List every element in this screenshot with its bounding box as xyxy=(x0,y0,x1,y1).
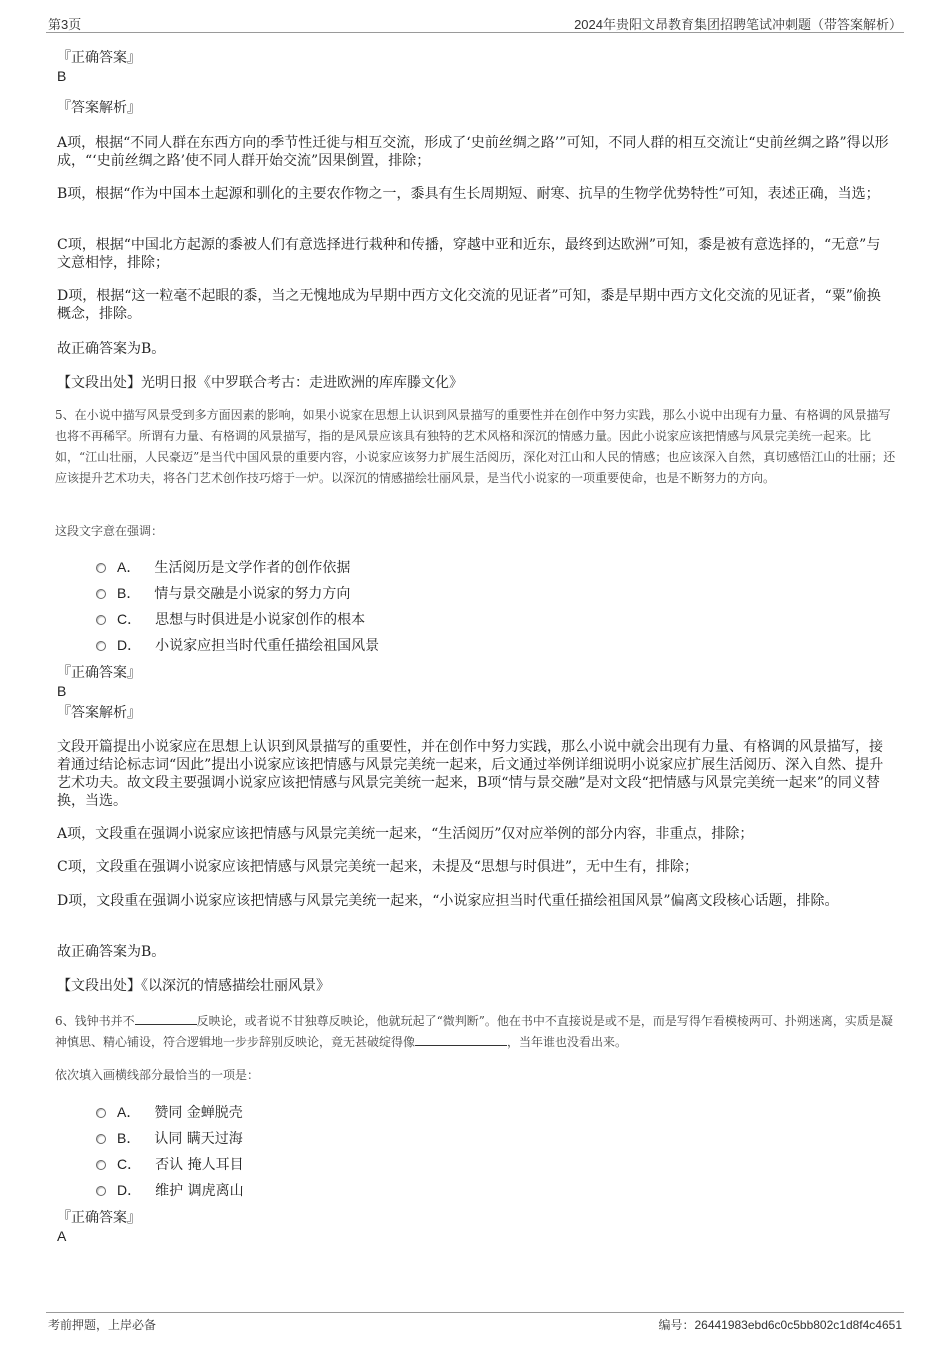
radio-icon[interactable] xyxy=(96,1186,106,1196)
q5-analysis-main: 文段开篇提出小说家应在思想上认识到风景描写的重要性，并在创作中努力实践，那么小说中就会出现有力量、有格调的风景描写，接着通过结论标志词“因此”提出小说家应该把情感与风景完美统一起来，后文通过举例详细说明小说家应扩展生活阅历、深入自然、提升艺术功夫。故文段主要强调小说家应该把情感与风景完美统一起来，B项“情与景交融”是对文段“把情感与风景完美统一起来”的同义替换，当选。 xyxy=(57,739,884,809)
radio-icon[interactable] xyxy=(96,641,106,651)
q5-passage xyxy=(55,405,897,489)
q4-analysis-label: 『答案解析』 xyxy=(57,100,141,116)
q4-analysis-d: D项，根据“这一粒毫不起眼的黍，当之无愧地成为早期中西方文化交流的见证者”可知，黍是早期中西方文化交流的见证者，“粟”偷换概念，排除。 xyxy=(57,288,881,322)
source-text: 《以深沉的情感描绘壮丽风景》 xyxy=(141,978,330,994)
source-label: 【文段出处】 xyxy=(57,978,141,994)
radio-icon[interactable] xyxy=(96,1134,106,1144)
page-header xyxy=(46,12,904,33)
q5-option-d[interactable]: D． 小说家应担当时代重任描绘祖国风景 xyxy=(96,636,379,655)
page-footer xyxy=(46,1312,904,1333)
q4-source xyxy=(57,374,893,392)
radio-icon[interactable] xyxy=(96,589,106,599)
source-text: 光明日报《中罗联合考古：走进欧洲的库库滕文化》 xyxy=(141,375,463,391)
q5-analysis-c: C项，文段重在强调小说家应该把情感与风景完美统一起来，未提及“思想与时俱进”，无中生有，排除； xyxy=(57,859,699,875)
radio-icon[interactable] xyxy=(96,1108,106,1118)
document-title: 2024年贵阳文昂教育集团招聘笔试冲刺题（带答案解析） xyxy=(574,17,902,32)
passage-text: 在小说中描写风景受到多方面因素的影响，如果小说家在思想上认识到风景描写的重要性并在创作中努力实践，那么小说中出现有力量、有格调的风景描写也将不再稀罕。所谓有力量、有格调的风景描写，指的是风景应该具有独特的艺术风格和深沉的情感力量。因此小说家应该把情感与风景完美统一起来。比如，“江山壮丽，人民豪迈”是当代中国风景的重要内容，小说家应该努力扩展生活阅历，深化对江山和人民的情感；也应该深入自然，真切感悟江山的壮丽；还应该提升艺术功夫，将各门艺术创作技巧熔于一炉。以深沉的情感描绘壮丽风景，是当代小说家的一项重要使命，也是不断努力的方向。 xyxy=(55,408,896,485)
q5-option-c[interactable]: C． 思想与时俱进是小说家创作的根本 xyxy=(96,610,365,629)
q5-option-a[interactable]: A． 生活阅历是文学作者的创作依据 xyxy=(96,558,350,577)
q5-analysis-label: 『答案解析』 xyxy=(57,705,141,721)
source-label: 【文段出处】 xyxy=(57,375,141,391)
q6-prompt: 依次填入画横线部分最恰当的一项是： xyxy=(55,1068,260,1082)
q4-analysis-a: A项，根据“不同人群在东西方向的季节性迁徙与相互交流，形成了‘史前丝绸之路’”可知，不同人群的相互交流让“史前丝绸之路”得以形成，“‘史前丝绸之路’使不同人群开始交流”因果倒置，排除； xyxy=(57,135,889,169)
radio-icon[interactable] xyxy=(96,615,106,625)
page-number: 第3页 xyxy=(48,17,82,32)
q6-answer-label: 『正确答案』 xyxy=(57,1210,141,1226)
q5-analysis-a: A项，文段重在强调小说家应该把情感与风景完美统一起来，“生活阅历”仅对应举例的部分内容，非重点，排除； xyxy=(57,826,754,842)
radio-icon[interactable] xyxy=(96,563,106,573)
q5-prompt: 这段文字意在强调： xyxy=(55,524,164,538)
q4-conclusion: 故正确答案为B。 xyxy=(57,341,166,357)
q4-analysis-b: B项，根据“作为中国本土起源和驯化的主要农作物之一，黍具有生长周期短、耐寒、抗旱的生物学优势特性”可知，表述正确，当选； xyxy=(57,186,880,202)
q5-source xyxy=(57,977,893,995)
question-number: 5、 xyxy=(55,408,75,422)
radio-icon[interactable] xyxy=(96,1160,106,1170)
q6-option-c[interactable]: C． 否认 掩人耳目 xyxy=(96,1155,244,1174)
q6-option-a[interactable]: A． 赞同 金蝉脱壳 xyxy=(96,1103,243,1122)
q6-answer: A xyxy=(57,1228,67,1244)
question-number: 6、 xyxy=(55,1014,75,1028)
q5-answer-label: 『正确答案』 xyxy=(57,665,141,681)
footer-slogan: 考前押题，上岸必备 xyxy=(48,1318,157,1332)
fill-blank-1[interactable] xyxy=(135,1012,197,1025)
q4-answer-label: 『正确答案』 xyxy=(57,50,141,66)
q6-passage: 6、钱钟书并不 反映论，或者说不甘独尊反映论，他就玩起了“微判断”。他在书中不直接说是或不是，而是写得乍看模棱两可、扑朔迷离，实质是凝神慎思、精心铺设，符合逻辑地一步步辞别反映论，竟无甚破绽得像 ，当年谁也没看出来。 xyxy=(55,1014,893,1049)
q5-answer: B xyxy=(57,683,67,699)
q6-option-b[interactable]: B． 认同 瞒天过海 xyxy=(96,1129,243,1148)
q5-conclusion: 故正确答案为B。 xyxy=(57,944,166,960)
q4-answer: B xyxy=(57,68,67,84)
q4-analysis-c: C项，根据“中国北方起源的黍被人们有意选择进行栽种和传播，穿越中亚和近东，最终到达欧洲”可知，黍是被有意选择的，“无意”与文意相悖，排除； xyxy=(57,237,881,271)
q5-analysis-d: D项，文段重在强调小说家应该把情感与风景完美统一起来，“小说家应担当时代重任描绘祖国风景”偏离文段核心话题，排除。 xyxy=(57,893,839,909)
q5-option-b[interactable]: B． 情与景交融是小说家的努力方向 xyxy=(96,584,350,603)
document-code: 编号：26441983ebd6c0c5bb802c1d8f4c4651 xyxy=(658,1318,902,1332)
fill-blank-2[interactable] xyxy=(415,1033,507,1046)
q6-option-d[interactable]: D． 维护 调虎离山 xyxy=(96,1181,244,1200)
